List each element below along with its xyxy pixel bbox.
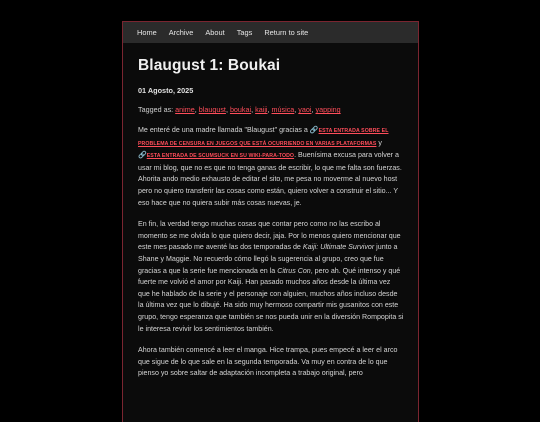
nav-home[interactable]: Home (137, 28, 157, 37)
paragraph-3: Ahora también comencé a leer el manga. Hice trampa, pues empecé a leer el arco que sigue de lo que sale en la segunda temporada. Va muy en contra de lo que pienso yo sobre saltar de adaptación incompleta a trabajo original, pero (138, 346, 398, 378)
post-content (123, 43, 418, 380)
link-icon: 🔗 (138, 152, 147, 160)
external-link-censura[interactable]: ESTA ENTRADA SOBRE EL PROBLEMA DE CENSURA EN JUEGOS QUE ESTÁ OCURRIENDO EN VARIAS PLATAFORMAS (138, 128, 389, 147)
nav-archive[interactable]: Archive (168, 28, 194, 37)
paragraph-text: En fin, la verdad tengo muchas cosas que contar pero como no las escribo al momento se me olvida lo que quiero decir, jaja. Por lo menos quiero mencionar que este mes pasado me aventé las dos temporadas de (138, 220, 401, 252)
post-title: Blaugust 1: Boukai (138, 57, 281, 74)
tag-link[interactable]: kaiji (255, 105, 268, 114)
nav-about[interactable]: About (205, 28, 225, 37)
paragraph-text: . Buenísima excusa para volver a usar mi blog, que no es que no tenga ganas de escribir, lo que me falta son fuerzas. Ahorita ando medio exhausto de editar el sito, me pesa no moverme al nuevo host pero no quiero transferir las cosas como están, quiero volver a construir el sitio... Y eso hace que no quiera subir más cosas nuevas, je. (138, 151, 402, 207)
tag-link[interactable]: música (271, 105, 295, 114)
italic-title-citrus-con: Citrus Con (277, 266, 311, 275)
link-icon: 🔗 (309, 127, 319, 134)
paragraph-text: , pero ah. Qué intenso y qué fuerte me volvió el amor por Kaiji. Han pasado muchos años desde la última vez que he hablado de la serie y el personaje con alguien, muchos años incluso desde la última vez que lo dibujé. Ha sido muy hermoso compartir mis gusanitos con este grupo, tengo esperanza que también se nos pueda unir en la diversión Rompopita si le interesa revivir los sentimientos también. (138, 266, 404, 333)
post-date: 01 Agosto, 2025 (138, 86, 194, 95)
nav-tags[interactable]: Tags (236, 28, 253, 37)
tag-link[interactable]: boukai (229, 105, 252, 114)
top-nav (123, 22, 418, 43)
italic-title-kaiji: Kaiji: Ultimate Survivor (302, 243, 375, 252)
paragraph-text: Me enteré de una madre llamada "Blaugust" gracias a (138, 126, 310, 134)
paragraph-2 (138, 219, 404, 335)
paragraph-text: junto a Shane y Maggie. No recuerdo cómo llegó la sugerencia al grupo, creo que fue gracias a que la serie fue mencionada en la (138, 243, 398, 275)
paragraph-text: y (376, 138, 382, 147)
tag-link[interactable]: yapping (315, 105, 341, 114)
tag-link[interactable]: blaugust (198, 105, 226, 114)
blog-frame (122, 21, 419, 422)
external-link-scumsuck[interactable]: ESTA ENTRADA DE SCUMSUCK EN SU WIKI-PARA-TODO (146, 153, 295, 160)
tag-link[interactable]: yaoi (298, 105, 312, 114)
paragraph-1 (138, 125, 404, 209)
post-tags: Tagged as: anime, blaugust, boukai, kaiji, música, yaoi, yapping (138, 105, 341, 114)
tag-link[interactable]: anime (175, 105, 195, 114)
tags-prefix: Tagged as: (138, 105, 174, 114)
nav-return-to-site[interactable]: Return to site (264, 28, 309, 37)
